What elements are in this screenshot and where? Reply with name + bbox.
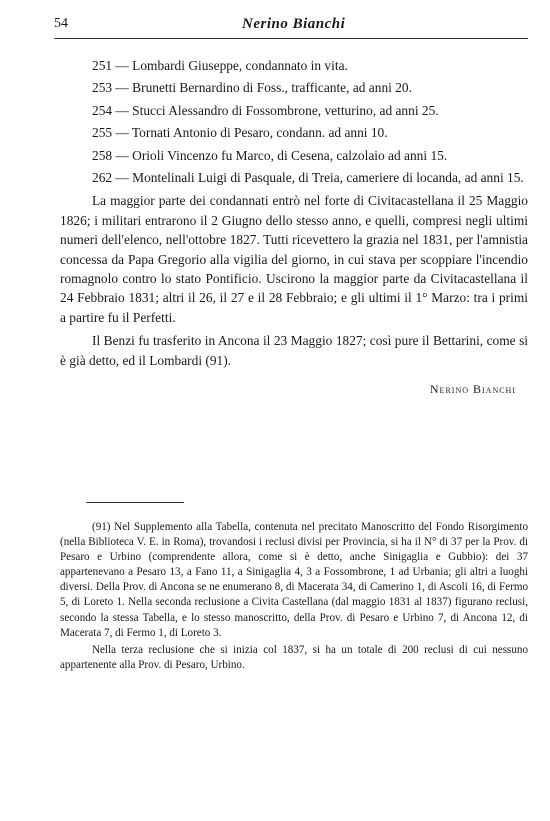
page-number: 54 (54, 16, 68, 31)
paragraph: Il Benzi fu trasferito in Ancona il 23 Maggio 1827; così pure il Bettarini, come si è già detto, ed il Lombardi (91). (60, 333, 528, 368)
paragraph: La maggior parte dei condannati entrò nel forte di Civitacastellana il 25 Maggio 1826; i militari entrarono il 2 Giugno dello stesso anno, e quelli, compresi negli ultimi numeri dell'elenco, nell'ottobre 1827. Tutti ricevettero la grazia nel 1831, per l'amnistia concessa da Papa Gregorio alla vigilia del giorno, in cui stava per scoppiare l'incendio romagnolo contro lo stato Pontificio. Uscirono la maggior parte da Civitacastellana il 24 Febbraio 1831; altri il 26, il 27 e il 28 Febbraio; e gli ultimi il 1° Marzo: tra i primi a partire fu il Perfetti. (60, 193, 528, 325)
footnote: Nella terza reclusione che si inizia col 1837, si ha un totale di 200 reclusi di cui nessuno appartenente alla Prov. di Pesaro, Urbino. (60, 643, 528, 671)
list-item: 262 — Montelinali Luigi di Pasquale, di Treia, cameriere di locanda, ad anni 15. (92, 170, 524, 186)
footnote: (91) Nel Supplemento alla Tabella, contenuta nel precitato Manoscritto del Fondo Risorgimento (nella Biblioteca V. E. in Roma), trovandosi i reclusi divisi per Provincia, si ha il N° di 37 per la Prov. di Pesaro e Urbino (comprendente allora, come si è detto, anche Sinigaglia e Gubbio): dei 37 appartenevano a Pesaro 13, a Fano 11, a Sinigaglia 4, 3 a Fossombrone, 1 ad Urbania; gli altri a luoghi diversi. Della Prov. di Ancona se ne enumerano 8, di Macerata 34, di Camerino 1, di Ascoli 16, di Fermo 5, di Loreto 1. Nella seconda reclusione a Civita Castellana (dal maggio 1831 al 1837) figurano reclusi, secondo la stessa Tabella, e lo stesso manoscritto, della Prov. di Pesaro e Urbino 7, di Ancona 12, di Macerata 7, di Fermo 1, di Loreto 3. (60, 521, 528, 639)
list-item: 253 — Brunetti Bernardino di Foss., trafficante, ad anni 20. (92, 80, 412, 96)
header-rule (54, 38, 528, 39)
list-item: 251 — Lombardi Giuseppe, condannato in vita. (92, 58, 348, 73)
list-item: 258 — Orioli Vincenzo fu Marco, di Cesena, calzolaio ad anni 15. (92, 147, 448, 163)
list-item: 255 — Tornati Antonio di Pesaro, condann. ad anni 10. (92, 125, 388, 141)
author-signature: Nerino Bianchi (429, 382, 516, 397)
footnotes (60, 520, 528, 673)
page-header (54, 16, 528, 38)
main-text (60, 56, 528, 400)
running-title: Nerino Bianchi (242, 16, 346, 32)
footnote-rule (86, 502, 184, 503)
list-item: 254 — Stucci Alessandro di Fossombrone, vetturino, ad anni 25. (92, 102, 439, 118)
